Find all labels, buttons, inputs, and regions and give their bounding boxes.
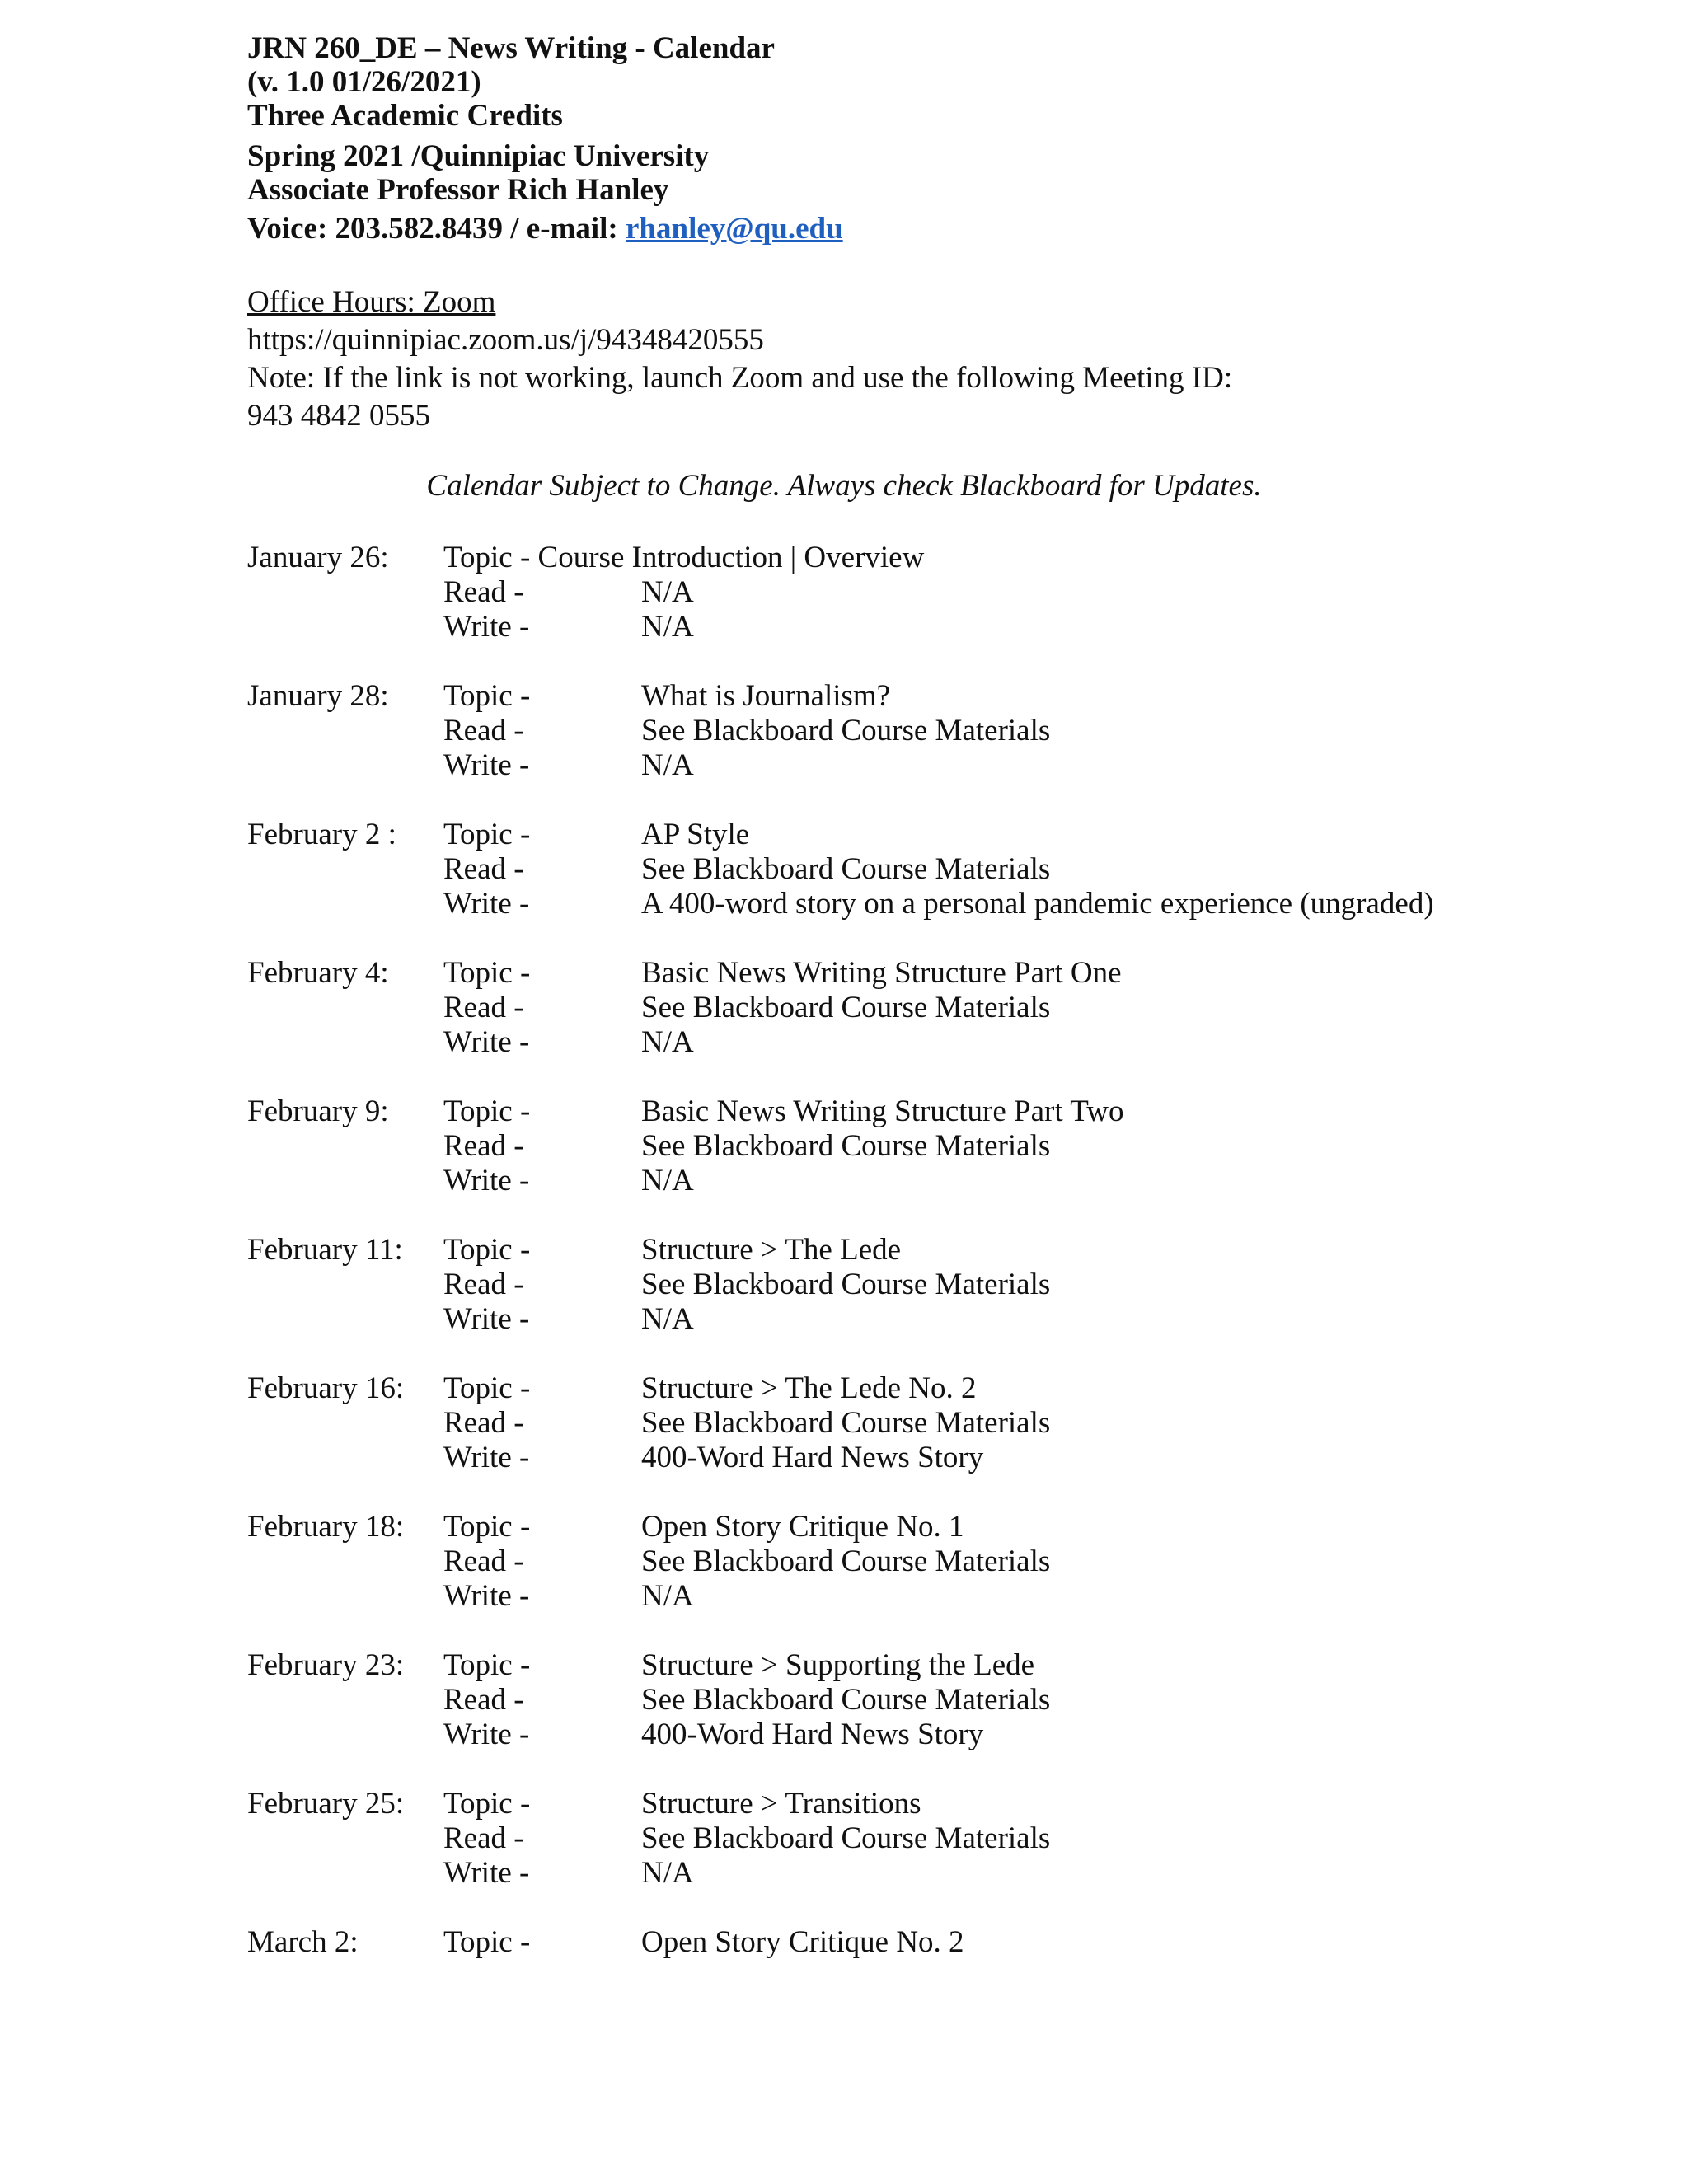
entry-date: February 25: — [247, 1787, 405, 1821]
write-label: Write - — [443, 610, 530, 644]
topic-label: Topic - — [443, 1648, 531, 1682]
write-row — [0, 1025, 1688, 1060]
read-label: Read - — [443, 714, 524, 748]
entry-date: February 18: — [247, 1510, 405, 1544]
write-label: Write - — [443, 1164, 530, 1197]
read-row — [0, 1683, 1688, 1718]
entry-date: February 2 : — [247, 818, 396, 851]
read-row — [0, 1821, 1688, 1856]
write-row — [0, 1718, 1688, 1752]
zoom-url[interactable]: https://quinnipiac.zoom.us/j/94348420555 — [247, 323, 764, 357]
write-value: N/A — [641, 1856, 694, 1890]
write-row — [0, 1164, 1688, 1198]
read-label: Read - — [443, 1544, 524, 1578]
topic-value: Open Story Critique No. 1 — [641, 1510, 964, 1544]
read-label: Read - — [443, 1129, 524, 1163]
topic-row — [0, 1094, 1688, 1129]
write-value: N/A — [641, 1302, 694, 1336]
read-row — [0, 1406, 1688, 1441]
read-label: Read - — [443, 575, 524, 609]
entry-date: March 2: — [247, 1925, 359, 1959]
read-value: See Blackboard Course Materials — [641, 991, 1051, 1024]
write-label: Write - — [443, 887, 530, 921]
read-row — [0, 1268, 1688, 1302]
entry-date: February 16: — [247, 1371, 405, 1405]
topic-label: Topic - — [443, 1371, 531, 1405]
write-label: Write - — [443, 1441, 530, 1474]
contact-line — [247, 212, 843, 246]
entry-date: February 23: — [247, 1648, 405, 1682]
entry-date: February 9: — [247, 1094, 389, 1128]
write-row — [0, 1302, 1688, 1337]
write-row — [0, 1441, 1688, 1475]
topic-value: Structure > Supporting the Lede — [641, 1648, 1035, 1682]
read-value: See Blackboard Course Materials — [641, 852, 1051, 886]
write-row — [0, 887, 1688, 921]
topic-row — [0, 1371, 1688, 1406]
topic-value: Structure > The Lede — [641, 1233, 902, 1267]
topic-label: Topic - — [443, 1094, 531, 1128]
topic-row — [0, 679, 1688, 714]
write-value: N/A — [641, 1025, 694, 1059]
read-row — [0, 575, 1688, 610]
read-row — [0, 1544, 1688, 1579]
read-value: See Blackboard Course Materials — [641, 1406, 1051, 1440]
entry-date: February 11: — [247, 1233, 403, 1267]
read-row — [0, 714, 1688, 748]
write-label: Write - — [443, 1579, 530, 1613]
topic-row — [0, 956, 1688, 991]
document-version: (v. 1.0 01/26/2021) — [247, 65, 481, 99]
read-label: Read - — [443, 852, 524, 886]
read-value: See Blackboard Course Materials — [641, 1683, 1051, 1717]
read-label: Read - — [443, 1683, 524, 1717]
topic-row — [0, 818, 1688, 852]
read-row — [0, 991, 1688, 1025]
course-credits: Three Academic Credits — [247, 99, 563, 133]
voice-and-email-label: Voice: 203.582.8439 / e-mail: — [247, 212, 626, 246]
write-row — [0, 1579, 1688, 1614]
write-label: Write - — [443, 1302, 530, 1336]
zoom-note: Note: If the link is not working, launch Zoom and use the following Meeting ID: — [247, 361, 1233, 395]
write-row — [0, 1856, 1688, 1891]
topic-label: Topic - — [443, 1233, 531, 1267]
topic-row — [0, 1233, 1688, 1268]
entry-date: February 4: — [247, 956, 389, 990]
email-link[interactable]: rhanley@qu.edu — [626, 212, 843, 246]
entry-date: January 28: — [247, 679, 389, 713]
topic-label: Topic - Course Introduction | Overview — [443, 541, 925, 574]
write-value: N/A — [641, 748, 694, 782]
topic-row — [0, 1925, 1688, 1960]
instructor-name: Associate Professor Rich Hanley — [247, 173, 669, 207]
write-value: 400-Word Hard News Story — [641, 1718, 984, 1751]
topic-value: Open Story Critique No. 2 — [641, 1925, 964, 1959]
read-value: See Blackboard Course Materials — [641, 1544, 1051, 1578]
topic-label: Topic - — [443, 679, 531, 713]
write-row — [0, 748, 1688, 783]
read-label: Read - — [443, 991, 524, 1024]
topic-row — [0, 1648, 1688, 1683]
write-label: Write - — [443, 1718, 530, 1751]
topic-value: Structure > Transitions — [641, 1787, 921, 1821]
topic-row — [0, 1510, 1688, 1544]
meeting-id: 943 4842 0555 — [247, 399, 430, 433]
read-row — [0, 852, 1688, 887]
write-value: N/A — [641, 610, 694, 644]
topic-label: Topic - — [443, 956, 531, 990]
read-value: See Blackboard Course Materials — [641, 1821, 1051, 1855]
topic-label: Topic - — [443, 1925, 531, 1959]
read-label: Read - — [443, 1821, 524, 1855]
read-value: N/A — [641, 575, 694, 609]
calendar-notice: Calendar Subject to Change. Always check Blackboard for Updates. — [426, 469, 1262, 503]
topic-label: Topic - — [443, 1510, 531, 1544]
read-value: See Blackboard Course Materials — [641, 714, 1051, 748]
office-hours-text: Office Hours: Zoom — [247, 285, 496, 319]
write-label: Write - — [443, 1856, 530, 1890]
write-value: N/A — [641, 1579, 694, 1613]
write-row — [0, 610, 1688, 644]
topic-label: Topic - — [443, 818, 531, 851]
course-term: Spring 2021 /Quinnipiac University — [247, 139, 710, 173]
topic-value: AP Style — [641, 818, 750, 851]
read-row — [0, 1129, 1688, 1164]
read-value: See Blackboard Course Materials — [641, 1129, 1051, 1163]
topic-value: What is Journalism? — [641, 679, 891, 713]
write-value: A 400-word story on a personal pandemic experience (ungraded) — [641, 887, 1434, 921]
office-hours-label — [247, 284, 495, 321]
write-value: N/A — [641, 1164, 694, 1197]
write-label: Write - — [443, 1025, 530, 1059]
write-value: 400-Word Hard News Story — [641, 1441, 984, 1474]
topic-row — [0, 541, 1688, 575]
topic-row — [0, 1787, 1688, 1821]
write-label: Write - — [443, 748, 530, 782]
topic-value: Basic News Writing Structure Part One — [641, 956, 1122, 990]
topic-label: Topic - — [443, 1787, 531, 1821]
read-value: See Blackboard Course Materials — [641, 1268, 1051, 1301]
topic-value: Basic News Writing Structure Part Two — [641, 1094, 1124, 1128]
read-label: Read - — [443, 1406, 524, 1440]
read-label: Read - — [443, 1268, 524, 1301]
topic-value: Structure > The Lede No. 2 — [641, 1371, 977, 1405]
document-title: JRN 260_DE – News Writing - Calendar — [247, 31, 775, 65]
entry-date: January 26: — [247, 541, 389, 574]
